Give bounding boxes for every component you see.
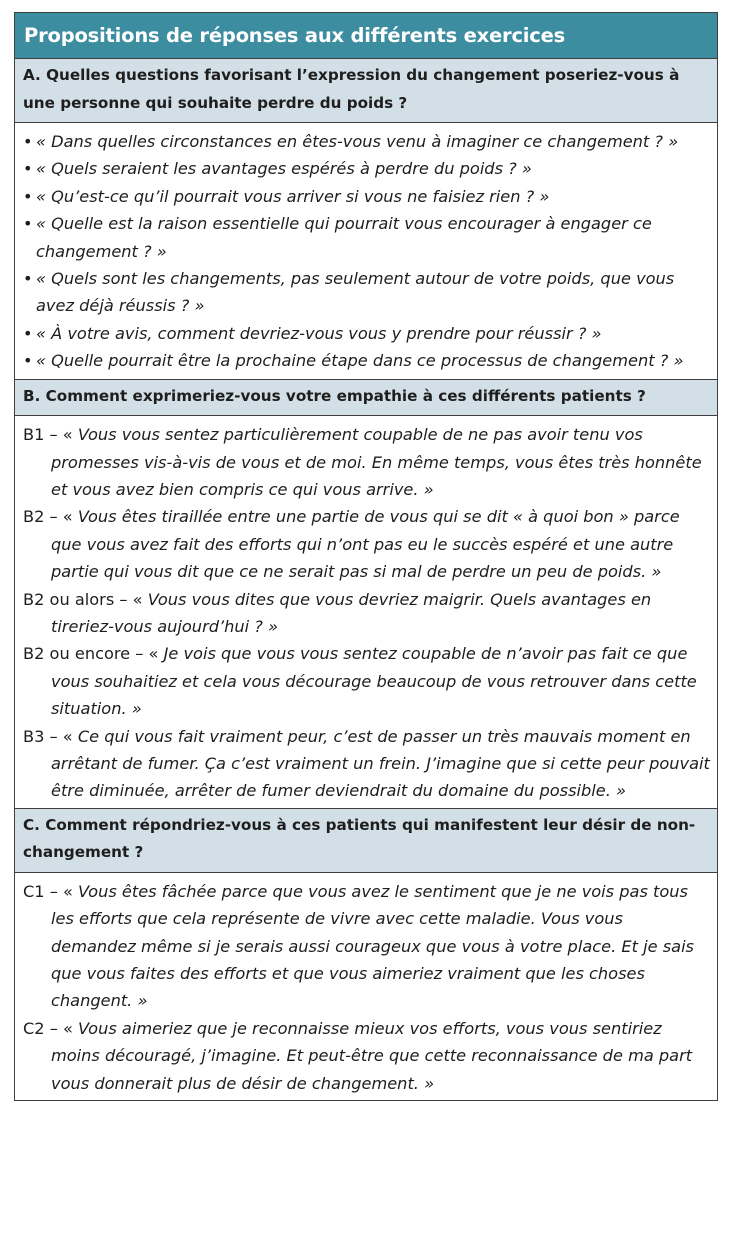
list-item-text: « Quelle pourrait être la prochaine étape dans ce processus de changement ? » [36,351,684,371]
list-item-text: « Quelle est la raison essentielle qui pourrait vous encourager à engager ce changement ? » [36,214,652,261]
bullet: • [23,269,33,289]
list-item [23,128,711,155]
answer-b3 [23,723,711,805]
list-item [23,210,711,265]
section-b-heading: B. Comment exprimeriez-vous votre empathie à ces différents patients ? [15,379,717,417]
bullet: • [23,323,33,343]
answer-c2 [23,1015,711,1097]
answer-text: Vous êtes tiraillée entre une partie de vous qui se dit « à quoi bon » parce que vous avez fait des efforts qui n’ont pas eu le succès espéré et une autre partie qui vous dit que ce ne serait pas si mal de perdre un peu de poids. » [51,507,680,582]
answer-label: B2 ou encore – « [23,644,164,664]
section-b-answers [15,416,717,808]
answer-label: C1 – « [23,881,79,901]
answer-b2-alt [23,586,711,641]
list-item [23,320,711,347]
list-item [23,347,711,374]
section-a-heading: A. Quelles questions favorisant l’expression du changement poseriez-vous à une personne qui souhaite perdre du poids ? [15,58,717,123]
answer-b2 [23,503,711,585]
answer-text: Vous êtes fâchée parce que vous avez le sentiment que je ne vois pas tous les efforts que cela représente de vivre avec cette maladie. Vous vous demandez même si je serais aussi courageux que vous à votre place. Et je sais que vous faites des efforts et que vous aimeriez vraiment que les choses changent. » [51,881,694,1011]
answer-text: Je vois que vous vous sentez coupable de n’avoir pas fait ce que vous souhaitiez et cela vous décourage beaucoup de vous retrouver dans cette situation. » [51,644,697,719]
answer-label: B1 – « [23,425,78,445]
list-item-text: « À votre avis, comment devriez-vous vous y prendre pour réussir ? » [36,323,602,343]
answer-text: Vous vous sentez particulièrement coupable de ne pas avoir tenu vos promesses vis-à-vis de vous et de moi. En même temps, vous êtes très honnête et vous avez bien compris ce qui vous arrive. » [51,425,702,499]
bullet: • [23,351,33,371]
answer-label: B2 – « [23,507,78,527]
answer-text: Vous vous dites que vous devriez maigrir. Quels avantages en tireriez-vous aujourd’hui ? » [51,589,652,636]
bullet: • [23,214,33,234]
section-c-answers [15,873,717,1100]
bullet: • [23,132,33,151]
list-item-text: « Qu’est-ce qu’il pourrait vous arriver si vous ne faisiez rien ? » [36,186,550,206]
list-item-text: « Quels seraient les avantages espérés à perdre du poids ? » [36,159,532,179]
answer-label: B2 ou alors – « [23,589,148,609]
list-item-text: « Dans quelles circonstances en êtes-vous venu à imaginer ce changement ? » [36,132,679,151]
bullet: • [23,159,33,179]
answer-b2-alt2 [23,640,711,722]
answer-text: Vous aimeriez que je reconnaisse mieux vos efforts, vous vous sentiriez moins découragé, j’imagine. Et peut-être que cette reconnaissance de ma part vous donnerait plus de désir de changement. » [51,1018,693,1093]
list-item-text: « Quels sont les changements, pas seulement autour de votre poids, que vous avez déjà réussis ? » [36,269,675,316]
answer-c1 [23,878,711,1015]
list-item [23,265,711,320]
answer-b1 [23,421,711,503]
section-c-heading: C. Comment répondriez-vous à ces patients qui manifestent leur désir de non-changement ? [15,808,717,873]
section-a-list [15,123,717,379]
box-title: Propositions de réponses aux différents exercices [15,13,717,58]
answer-label: C2 – « [23,1018,79,1038]
answer-text: Ce qui vous fait vraiment peur, c’est de passer un très mauvais moment en arrêtant de fumer. Ça c’est vraiment un frein. J’imagine que si cette peur pouvait être diminuée, arrêter de fumer deviendrait du domaine du possible. » [51,726,710,801]
list-item [23,183,711,210]
list-item [23,155,711,182]
bullet: • [23,186,33,206]
answer-label: B3 – « [23,726,78,746]
exercise-answers-box [14,12,718,1101]
